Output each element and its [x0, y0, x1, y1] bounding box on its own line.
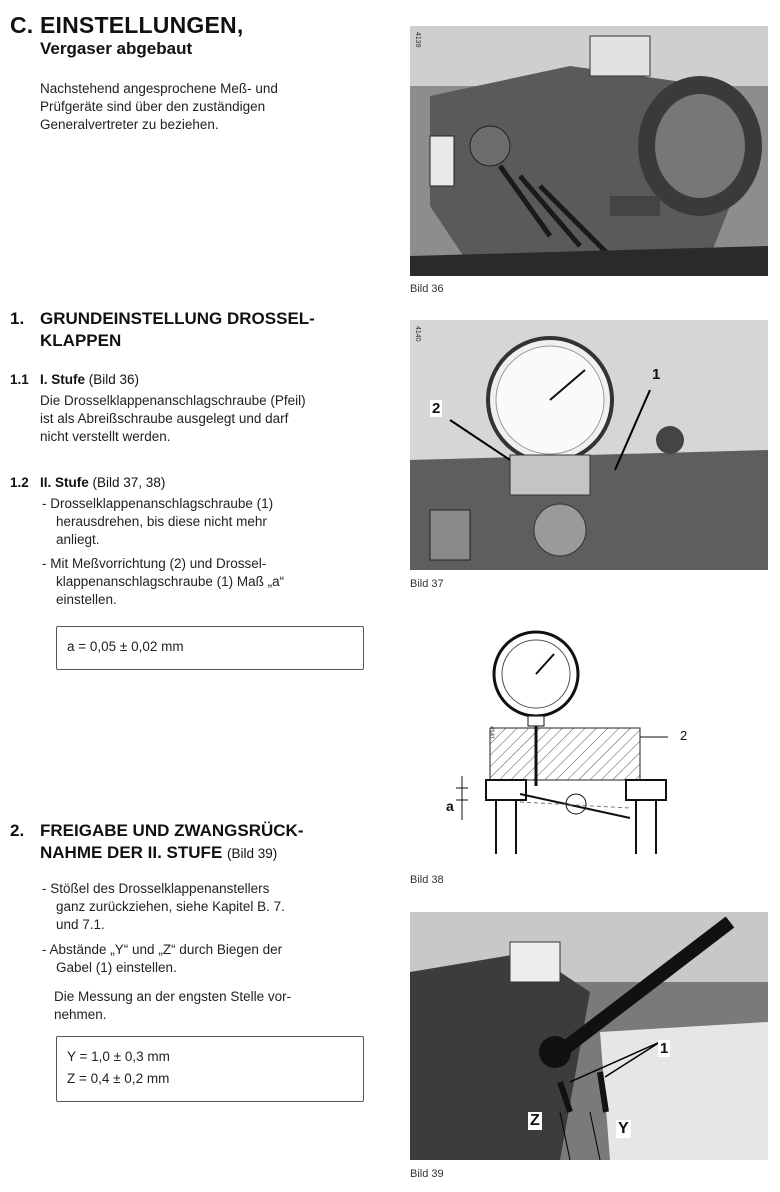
text-line: klappenanschlagschraube (1) Maß „a“ [56, 574, 285, 589]
spec-box-a [56, 626, 364, 670]
text-line: ist als Abreißschraube ausgelegt und darf [40, 411, 289, 426]
text-line: - Drosselklappenanschlagschraube (1) [42, 496, 274, 511]
intro-line: Nachstehend angesprochene Meß- und [40, 81, 278, 96]
subsection-1-2-ref: (Bild 37, 38) [92, 475, 166, 490]
section-2-ref: (Bild 39) [227, 846, 278, 861]
section-2-number: 2. [10, 821, 25, 840]
bild37-caption: Bild 37 [410, 578, 444, 590]
intro-line: Generalvertreter zu beziehen. [40, 117, 219, 132]
bild37-photo [410, 320, 768, 570]
text-line: einstellen. [56, 592, 117, 607]
gauge-diagram-graphic [440, 624, 740, 860]
bild38-label-2: 2 [680, 728, 688, 743]
bild37-side-code: 4140 [414, 326, 421, 342]
section-1-title-line: KLAPPEN [40, 331, 122, 350]
throttle-linkage-photo-graphic [410, 912, 768, 1160]
section-c-subtitle: Vergaser abgebaut [40, 39, 193, 58]
bild39-label-1: 1 [660, 1040, 669, 1057]
section-2-title-line: FREIGABE UND ZWANGSRÜCK- [40, 821, 304, 840]
carburetor-photo-graphic [410, 26, 768, 276]
text-line: Die Messung an der engsten Stelle vor- [54, 989, 292, 1004]
subsection-1-1-text [40, 392, 306, 446]
text-line: - Stößel des Drosselklappenanstellers [42, 881, 270, 896]
text-line: - Abstände „Y“ und „Z“ durch Biegen der [42, 942, 283, 957]
subsection-1-2-heading [40, 474, 165, 492]
dial-gauge-photo-graphic [410, 320, 768, 570]
bild38-caption: Bild 38 [410, 874, 444, 886]
bild36-photo [410, 26, 768, 276]
text-line: - Mit Meßvorrichtung (2) und Drossel- [42, 556, 267, 571]
bild38-drawing [440, 624, 740, 860]
intro-line: Prüfgeräte sind über den zuständigen [40, 99, 266, 114]
bild36-caption: Bild 36 [410, 283, 444, 295]
spec-value-a: a = 0,05 ± 0,02 mm [67, 639, 184, 654]
bild38-side-code: 4141 [488, 726, 494, 740]
section-2-note [54, 988, 291, 1024]
bild39-caption: Bild 39 [410, 1168, 444, 1180]
section-2-bullet-1 [42, 880, 285, 934]
section-c-intro [40, 80, 278, 134]
subsection-1-1-heading [40, 371, 139, 389]
spec-value-y: Y = 1,0 ± 0,3 mm [67, 1049, 170, 1064]
text-line: Gabel (1) einstellen. [56, 960, 177, 975]
text-line: ganz zurückziehen, siehe Kapitel B. 7. [56, 899, 285, 914]
section-1-title-line: GRUNDEINSTELLUNG DROSSEL- [40, 309, 315, 328]
subsection-1-2-bullet-2 [42, 555, 284, 609]
bild39-label-z: Z [530, 1112, 540, 1129]
section-1-number: 1. [10, 309, 25, 328]
subsection-1-1-title: I. Stufe [40, 372, 86, 387]
bild37-label-1: 1 [652, 366, 661, 383]
subsection-1-2-number: 1.2 [10, 475, 29, 490]
bild36-side-code: 4139 [414, 32, 421, 48]
text-line: anliegt. [56, 532, 100, 547]
text-line: und 7.1. [56, 917, 105, 932]
spec-value-z: Z = 0,4 ± 0,2 mm [67, 1071, 170, 1086]
bild38-label-a: a [446, 798, 454, 814]
section-1-title [40, 308, 315, 352]
text-line: nehmen. [54, 1007, 107, 1022]
section-2-title [40, 820, 304, 865]
section-c-title: C. EINSTELLUNGEN, [10, 12, 244, 38]
subsection-1-2-bullet-1 [42, 495, 273, 549]
bild37-label-2: 2 [432, 400, 441, 417]
text-line: Die Drosselklappenanschlagschraube (Pfeil) [40, 393, 306, 408]
text-line: nicht verstellt werden. [40, 429, 171, 444]
subsection-1-1-ref: (Bild 36) [88, 372, 140, 387]
subsection-1-1-number: 1.1 [10, 372, 29, 387]
section-2-title-line-2: NAHME DER II. STUFE (Bild 39) [40, 843, 278, 862]
bild39-photo [410, 912, 768, 1160]
bild39-label-y: Y [618, 1120, 629, 1137]
subsection-1-2-title: II. Stufe [40, 475, 89, 490]
section-2-bullet-2 [42, 941, 282, 977]
spec-box-yz [56, 1036, 364, 1102]
text-line: herausdrehen, bis diese nicht mehr [56, 514, 267, 529]
